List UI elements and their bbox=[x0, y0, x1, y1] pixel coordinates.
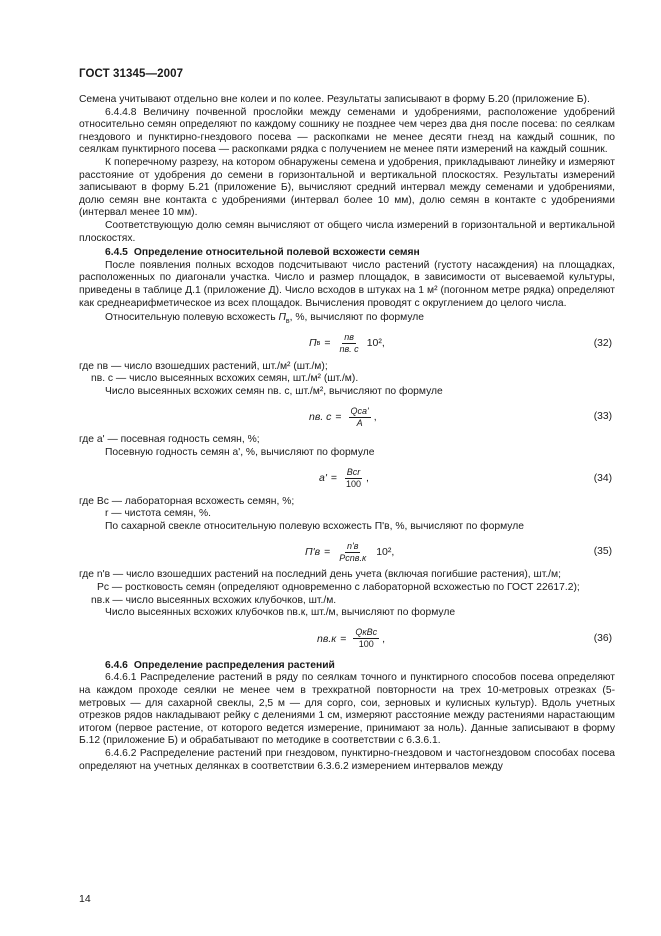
where-line: где Bс — лабораторная всхожесть семян, %; bbox=[79, 495, 295, 507]
formula-34: a' = $\frac{\text{Bсr}}{100}$ , (34) bbox=[319, 467, 612, 490]
paragraph: По сахарной свекле относительную полевую всхожесть П'в, %, вычисляют по формуле bbox=[105, 520, 524, 532]
formula-lhs: nв. с bbox=[309, 411, 332, 424]
formula-fraction bbox=[337, 332, 360, 355]
equation-number: (32) bbox=[593, 337, 612, 349]
paragraph: Посевную годность семян а', %, вычисляют по формуле bbox=[105, 447, 375, 459]
section-number: 6.4.5 bbox=[105, 247, 128, 259]
equation-number: (34) bbox=[593, 472, 612, 484]
paragraph: Семена учитывают отдельно вне колеи и по колее. Результаты записывают в форму Б.20 (приложение Б). bbox=[79, 94, 590, 105]
formula-denominator: A bbox=[356, 417, 363, 428]
where-line: где nв — число взошедших растений, шт./м² (шт./м); bbox=[79, 360, 328, 372]
where-line: Pс — ростковость семян (определяют одновременно с лабораторной всхожестью по ГОСТ 22617.2); bbox=[97, 582, 580, 594]
formula-35: П'в = $\frac{n'в}{\text{Pсnв.к}}$ 10², (35) bbox=[305, 540, 612, 563]
text-fragment: , %, вычисляют по формуле bbox=[289, 312, 424, 324]
section-heading-6-4-5 bbox=[105, 247, 615, 260]
paragraph: Соответствующую долю семян вычисляют от общего числа измерений в горизонтальной и вертикальной плоскостях. bbox=[79, 219, 615, 244]
formula-numerator: nв bbox=[344, 332, 354, 343]
paragraph: Число высеянных всхожих клубочков nв.к, шт./м, вычисляют по формуле bbox=[105, 607, 456, 619]
where-line: где a' — посевная годность семян, %; bbox=[79, 434, 260, 446]
formula-fraction bbox=[344, 467, 363, 490]
section-title: Определение распределения растений bbox=[133, 659, 335, 671]
formula-fraction bbox=[337, 541, 368, 564]
formula-numerator: n'в bbox=[347, 540, 359, 551]
equation-number: (36) bbox=[593, 632, 612, 644]
formula-denominator: Pсnв.к bbox=[339, 552, 367, 563]
formula-tail: 10², bbox=[376, 546, 395, 559]
page-number: 14 bbox=[79, 893, 91, 905]
document-header: ГОСТ 31345—2007 bbox=[79, 68, 184, 80]
formula-lhs: П'в bbox=[305, 546, 321, 559]
formula-tail: 10², bbox=[366, 337, 385, 350]
formula-fraction bbox=[353, 627, 379, 650]
formula-denominator: nв. с bbox=[339, 344, 359, 355]
paragraph bbox=[79, 312, 615, 325]
section-title: Определение относительной полевой всхожести семян bbox=[133, 247, 420, 259]
formula-33: nв. с = $\frac{\text{Qса'}}{A}$ , (33) bbox=[309, 405, 612, 428]
where-line: nв. с — число высеянных всхожих семян, шт./м² (шт./м). bbox=[91, 373, 359, 385]
formula-tail: , bbox=[366, 472, 369, 485]
formula-36: nв.к = $\frac{\text{QкBс}}{100}$ , (36) bbox=[317, 627, 612, 650]
formula-numerator: Bсr bbox=[346, 467, 361, 478]
equation-number: (33) bbox=[593, 411, 612, 423]
section-heading-6-4-6 bbox=[105, 660, 615, 673]
paragraph: К поперечному разрезу, на котором обнаружены семена и удобрения, прикладывают линейку и измеряют расстояние от удобрения до семени в горизонтальной и вертикальной плоскостях. Результаты измерений записывают в форму Б.21 (приложение Б), вычисляют средний интервал между семенами и удобрениями, долю семян вне контакта с удобрениями (интервал более 10 мм), долю семян в контакте с удобрениями (интервал менее 10 мм). bbox=[79, 156, 615, 219]
section-number: 6.4.6 bbox=[105, 659, 128, 671]
paragraph: Число высеянных всхожих семян nв. с, шт./м², вычисляют по формуле bbox=[105, 385, 443, 397]
symbol-subscript: в bbox=[285, 318, 290, 326]
formula-fraction bbox=[349, 406, 371, 429]
where-line: где n'в — число взошедших растений на последний день учета (включая погибшие растения), шт./м; bbox=[79, 569, 561, 581]
document-body bbox=[79, 94, 615, 773]
equation-number: (35) bbox=[593, 546, 612, 558]
where-line: r — чистота семян, %. bbox=[105, 508, 211, 520]
formula-lhs: П bbox=[309, 337, 317, 350]
formula-tail: , bbox=[373, 411, 377, 424]
formula-denominator: 100 bbox=[346, 479, 362, 490]
formula-tail: , bbox=[382, 632, 386, 645]
paragraph-6-4-4-8: 6.4.4.8 Величину почвенной прослойки между семенами и удобрениями, расположение удобрений относительно семян определяют по каждому сошнику не позднее чем через два дня после посева: по сеялкам гнездового и пунктирно-гнездового посева — раскопками не менее десяти гнезд на каждый сошник, по сеялкам пунктирного посева — раскопками рядка с получением не менее пяти измерений на каждый сошник. bbox=[79, 106, 615, 156]
symbol: П bbox=[278, 312, 286, 324]
formula-lhs: a' bbox=[319, 472, 327, 485]
paragraph-6-4-6-2: 6.4.6.2 Распределение растений при гнездовом, пунктирно-гнездовом и частогнездовом способах посева определяют на учетных делянках в соответствии 6.3.6.2 измерением интервалов между bbox=[79, 747, 615, 772]
formula-numerator: Qса' bbox=[350, 405, 369, 416]
formula-numerator: QкBс bbox=[355, 627, 378, 638]
paragraph-6-4-6-1: 6.4.6.1 Распределение растений в ряду по сеялкам точного и пунктирного способов посева определяют на каждом проходе сеялки не менее чем в трехкратной повторности на трех 10-метровых отрезках (5-метровых — для сахарной свеклы, 2,5 м — для сорго, сои, зерновых и кулисных культур). Вдоль учетных отрезков рядов накладывают рейку с делениями 1 см, измеряют расстояние между растениями нарастающим итогом (первое растение, от которого ведется измерение, принимают за ноль). Данные записывают в форму Б.12 (приложение Б) и обрабатывают по методике в соответствии с 6.3.6.1. bbox=[79, 672, 615, 747]
formula-lhs: nв.к bbox=[317, 632, 337, 645]
where-line: nв.к — число высеянных всхожих клубочков, шт./м. bbox=[91, 594, 337, 606]
paragraph: После появления полных всходов подсчитывают число растений (густоту насаждения) на площадках, расположенных по диагонали участка. Число и размер площадок, в зависимости от высеваемой культуры, приведены в таблице Д.1 (приложение Д). Число всходов в штуках на 1 м² (погонном метре рядка) определяют как среднеарифметическое из всех площадок. Вычисления проводят с округлением до целого числа. bbox=[79, 259, 615, 309]
formula-32: П в = $\frac{nв}{nв. с}$ 10², (32) bbox=[309, 332, 612, 355]
text-fragment: Относительную полевую всхожесть bbox=[105, 312, 279, 324]
formula-denominator: 100 bbox=[358, 639, 374, 650]
